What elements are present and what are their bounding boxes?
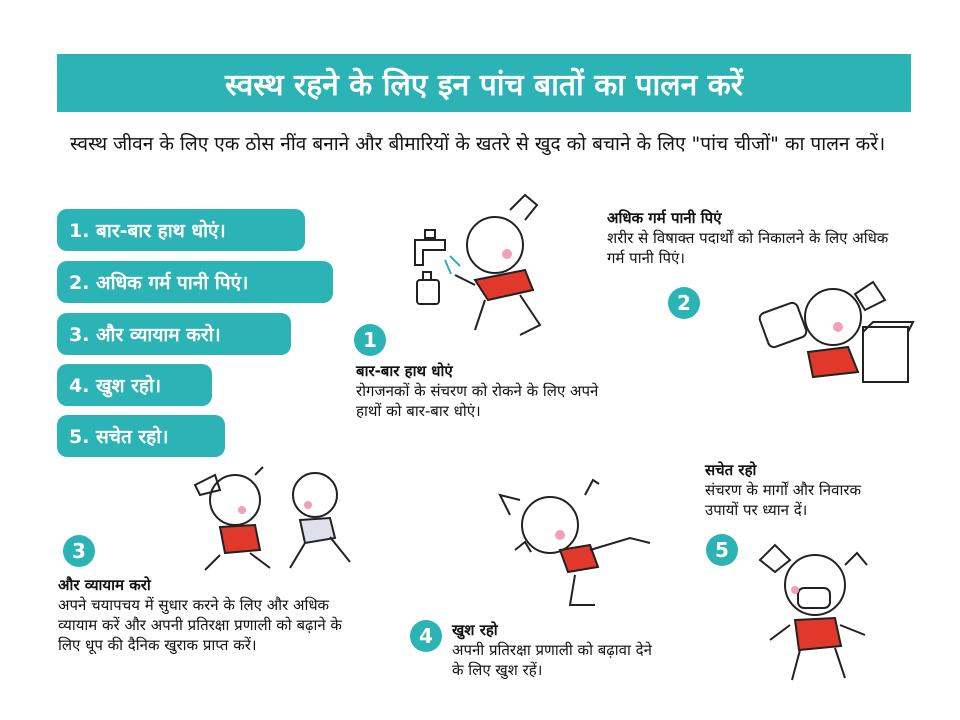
title-banner [57,54,911,112]
step-number-1: 1 [354,324,386,356]
step-4-title: खुश रहो [452,621,498,639]
step-1-description: रोगजनकों के संचरण को रोकने के लिए अपने हाथों को बार-बार धोएं। [356,382,599,420]
step-3-description: अपने चयापचय में सुधार करने के लिए और अधिक व्यायाम करें और अपनी प्रतिरक्षा प्रणाली को बढ़ाने के लिए धूप की दैनिक खुराक प्राप्त करें। [58,596,342,654]
list-item-4: 4. खुश रहो। [57,364,212,406]
step-number-5: 5 [706,534,738,566]
step-3-title: और व्यायाम करो [58,576,151,594]
step-1-title: बार-बार हाथ धोएं [356,362,453,380]
step-1-text [356,361,606,421]
exercise-illustration [180,465,370,575]
drinking-water-illustration [738,272,918,392]
list-item-3: 3. और व्यायाम करो। [57,313,291,355]
list-item-2: 2. अधिक गर्म पानी पिएं। [57,261,333,303]
step-5-title: सचेत रहो [705,461,757,479]
step-5-text [705,460,890,520]
step-number-2: 2 [668,287,700,319]
page-title: स्वस्थ रहने के लिए इन पांच बातों का पालन करें [224,67,744,103]
step-number-4: 4 [410,620,442,652]
step-5-description: संचरण के मार्गों और निवारक उपायों पर ध्यान दें। [705,481,861,519]
happy-illustration [490,470,660,610]
step-2-description: शरीर से विषाक्त पदार्थों को निकालने के लिए अधिक गर्म पानी पिएं। [607,229,889,267]
intro-text: स्वस्थ जीवन के लिए एक ठोस नींव बनाने और बीमारियों के खतरे से खुद को बचाने के लिए "पांच चीजों" का पालन करें। [70,133,886,155]
step-number-3: 3 [63,535,95,567]
step-2-title: अधिक गर्म पानी पिएं [607,209,722,227]
step-2-text [607,208,897,268]
mask-illustration [750,540,900,690]
step-4-description: अपनी प्रतिरक्षा प्रणाली को बढ़ावा देने के लिए खुश रहें। [452,641,652,679]
list-item-5: 5. सचेत रहो। [57,415,225,457]
handwashing-illustration [405,190,565,340]
list-item-1: 1. बार-बार हाथ धोएं। [57,209,305,251]
step-3-text [58,575,358,655]
step-4-text [452,620,652,680]
